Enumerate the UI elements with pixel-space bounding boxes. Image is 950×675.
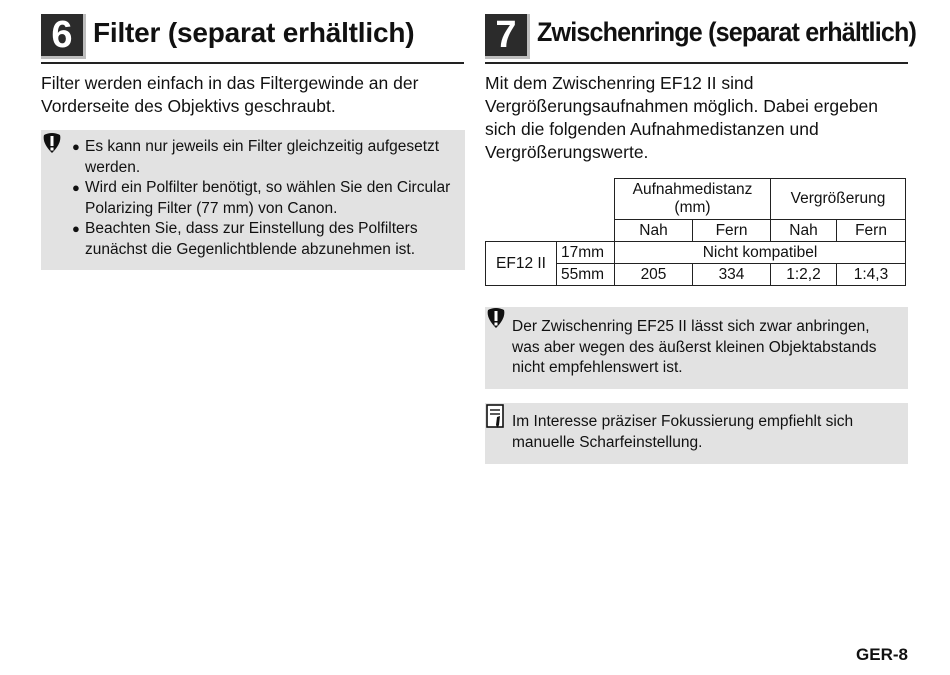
table-cell-focal: 17mm <box>557 242 615 264</box>
section-6-title: Filter (separat erhältlich) <box>93 17 415 48</box>
section-6-body: Filter werden einfach in das Filtergewinde an der Vorderseite des Objektivs geschraubt. <box>41 73 419 116</box>
list-item: ● Wird ein Polfilter benötigt, so wählen Sie den Circular Polarizing Filter (77 mm) von Canon. <box>72 179 451 217</box>
table-cell: 334 <box>693 264 771 286</box>
page-number: GER-8 <box>856 645 908 664</box>
list-item: ● Es kann nur jeweils ein Filter gleichzeitig aufgesetzt werden. <box>72 138 440 176</box>
caution-icon <box>41 132 63 154</box>
table-subheader: Nah <box>771 220 837 242</box>
table-row-label: EF12 II <box>486 242 557 286</box>
section-6-header <box>41 14 464 64</box>
distance-table <box>485 178 906 286</box>
section-7-memo-note <box>485 403 908 464</box>
table-cell: 205 <box>615 264 693 286</box>
table-subheader: Fern <box>693 220 771 242</box>
section-6-number: 6 <box>41 14 86 59</box>
bullet-icon: ● <box>72 221 80 236</box>
section-7-header <box>485 14 917 64</box>
section-7-caution-note <box>485 307 908 389</box>
table-subheader: Nah <box>615 220 693 242</box>
table-cell: 1:2,2 <box>771 264 837 286</box>
section-6-caution-list <box>72 137 457 260</box>
section-7-title: Zwischenringe (separat erhältlich) <box>537 17 917 47</box>
table-header-magnification: Vergrößerung <box>771 179 906 220</box>
memo-icon <box>486 404 506 430</box>
list-item: ● Beachten Sie, dass zur Einstellung des Polfilters zunächst die Gegenlichtblende abzunehmen ist. <box>72 220 418 258</box>
section-6-caution-note <box>41 130 465 270</box>
table-header-distance: Aufnahmedistanz (mm) <box>615 179 771 220</box>
section-7-memo-text: Im Interesse präziser Fokussierung empfiehlt sich manuelle Scharfeinstellung. <box>512 413 854 451</box>
section-7-number: 7 <box>485 14 530 59</box>
table-cell-incompatible: Nicht kompatibel <box>615 242 906 264</box>
caution-icon <box>485 307 507 329</box>
table-cell-focal: 55mm <box>557 264 615 286</box>
bullet-icon: ● <box>72 180 80 195</box>
table-cell: 1:4,3 <box>837 264 906 286</box>
section-7-body: Mit dem Zwischenring EF12 II sind Vergrößerungsaufnahmen möglich. Dabei ergeben sich die folgenden Aufnahmedistanzen und Vergrößerungswerte. <box>485 73 879 162</box>
section-7-caution-text: Der Zwischenring EF25 II lässt sich zwar anbringen, was aber wegen des äußerst kleinen Objektabstands nicht empfehlenswert ist. <box>512 318 877 376</box>
bullet-icon: ● <box>72 139 80 154</box>
table-subheader: Fern <box>837 220 906 242</box>
